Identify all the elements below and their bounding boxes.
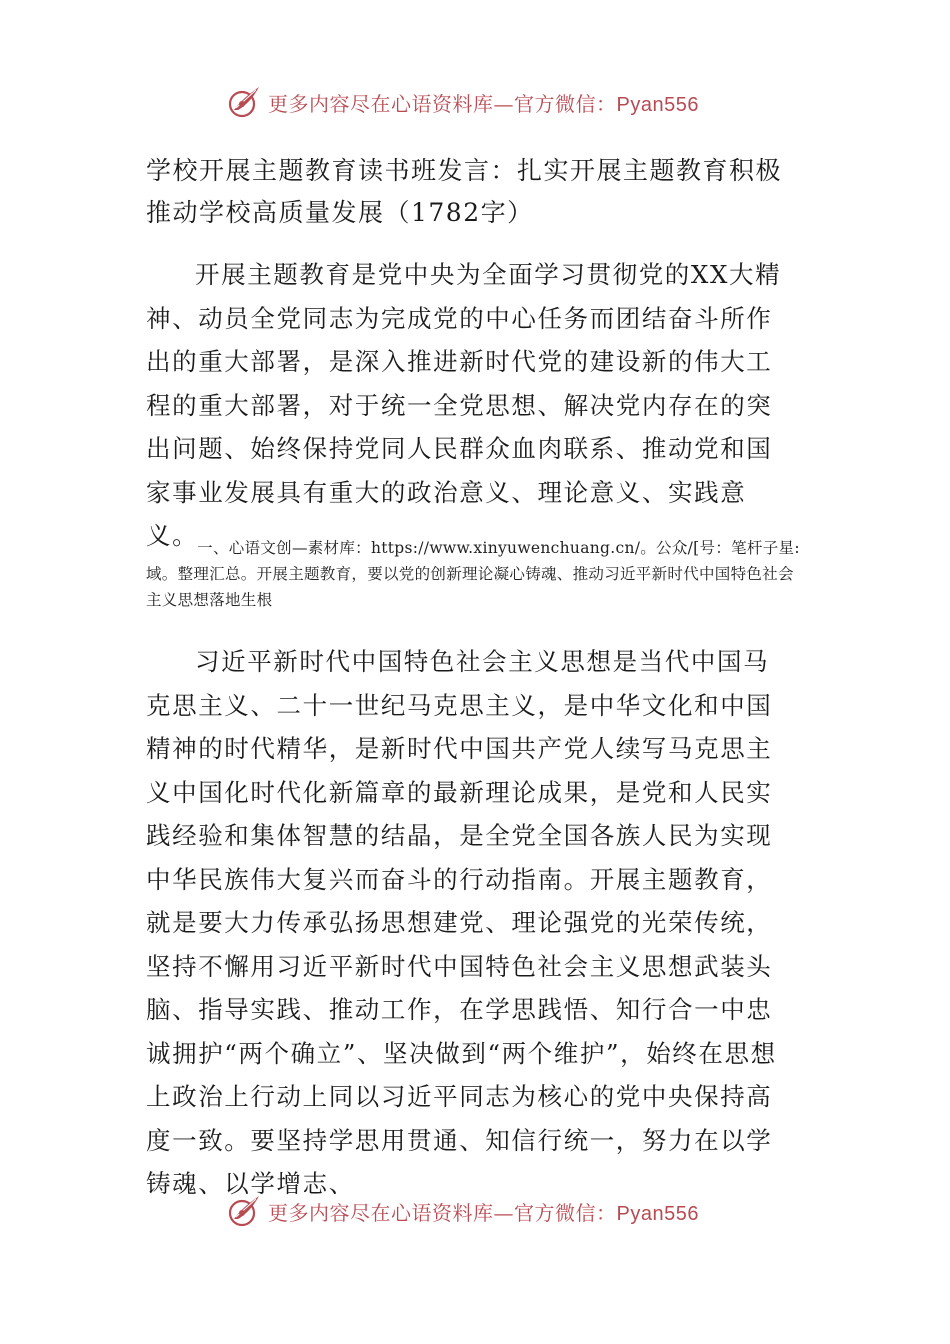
paragraph-body: 习近平新时代中国特色社会主义思想是当代中国马克思主义、二十一世纪马克思主义，是中华文化和中国精神的时代精华，是新时代中国共产党人续写马克思主义中国化时代化新篇章的最新理论成果，是党和人民实践经验和集体智慧的结晶，是全党全国各族人民为实现中华民族伟大复兴而奋斗的行动指南。开展主题教育，就是要大力传承弘扬思想建党、理论强党的光荣传统，坚持不懈用习近平新时代中国特色社会主义思想武装头脑、指导实践、推动工作，在学思践悟、知行合一中忠诚拥护“两个确立”、坚决做到“两个维护”，始终在思想上政治上行动上同以习近平同志为核心的党中央保持高度一致。要坚持学思用贯通、知信行统一，努力在以学铸魂、以学增志、 (146, 647, 777, 1198)
quill-seal-icon (226, 1193, 262, 1229)
quill-seal-icon (226, 84, 262, 120)
header-banner (226, 82, 746, 122)
footer-banner (226, 1191, 746, 1231)
section-heading-note: 一、心语文创—素材库：https://www.xinyuwenchuang.cn/。公众/[号：笔杆子星:域。整理汇总。开展主题教育，要以党的创新理论凝心铸魂、推动习近平新时代中国特色社会主义思想落地生根 (146, 539, 800, 609)
banner-text: 更多内容尽在心语资料库—官方微信：Pyan556 (268, 1200, 699, 1225)
banner-text: 更多内容尽在心语资料库—官方微信：Pyan556 (268, 91, 699, 116)
document-title: 学校开展主题教育读书班发言：扎实开展主题教育积极推动学校高质量发展（1782字） (146, 156, 783, 227)
wechat-id: Pyan556 (616, 1202, 699, 1225)
wechat-id: Pyan556 (616, 93, 699, 116)
paragraph-intro: 开展主题教育是党中央为全面学习贯彻党的XX大精神、动员全党同志为完成党的中心任务而团结奋斗所作出的重大部署，是深入推进新时代党的建设新的伟大工程的重大部署，对于统一全党思想、解决党内存在的突出问题、始终保持党同人民群众血肉联系、推动党和国家事业发展具有重大的政治意义、理论意义、实践意义。 (146, 260, 782, 550)
